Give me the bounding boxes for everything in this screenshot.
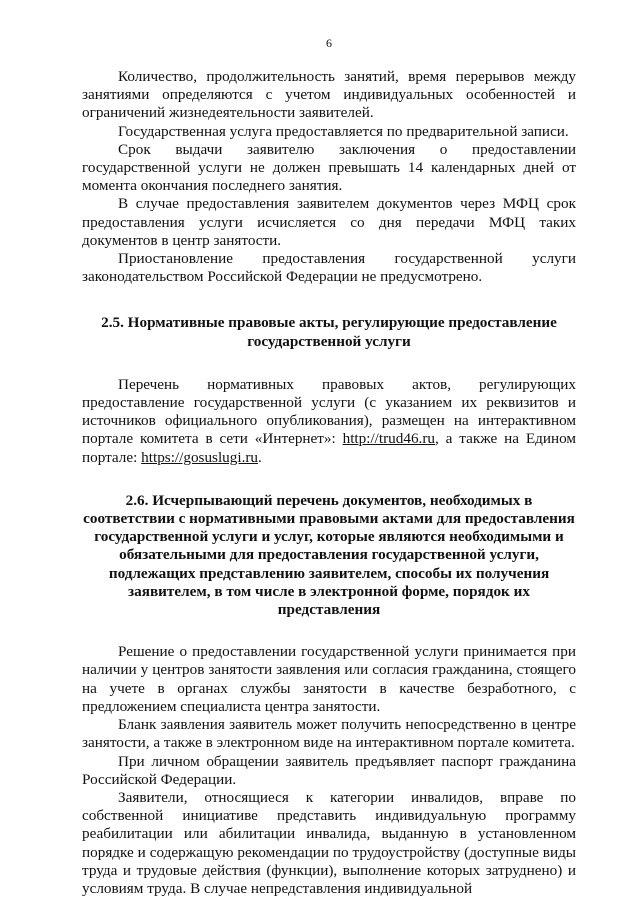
paragraph-disabled-applicants: Заявители, относящиеся к категории инвалидов, вправе по собственной инициативе представить индивидуальную программу реабилитации или абилитации инвалида, выданную в установленном порядке и содержащую рекомендации по трудоустройству (доступные виды труда и трудовые действия (функции), выполнение которых затруднено) и условиям труда. В случае непредставления индивидуальной — [82, 788, 576, 897]
trud46-link[interactable]: http://trud46.ru — [342, 430, 435, 448]
gosuslugi-link[interactable]: https://gosuslugi.ru — [141, 448, 259, 466]
paragraph-passport: При личном обращении заявитель предъявляет паспорт гражданина Российской Федерации. — [82, 752, 576, 788]
paragraph-application-form: Бланк заявления заявитель может получить непосредственно в центре занятости, а также в электронном виде на интерактивном портале комитета. — [82, 716, 576, 752]
legal-acts-text-middle: , а также на Едином портале: — [82, 430, 576, 466]
paragraph-mfc: В случае предоставления заявителем документов через МФЦ срок предоставления услуги исчисляется со дня передачи МФЦ таких документов в центр занятости. — [82, 195, 576, 249]
paragraph-suspension: Приостановление предоставления государственной услуги законодательством Российской Федерации не предусмотрено. — [82, 250, 576, 286]
legal-acts-text: Перечень нормативных правовых актов, регулирующих предоставление государственной услуги (с указанием их реквизитов и источников официального опубликования), размещен на интерактивном портале комитета в сети «Интернет»: — [82, 375, 576, 448]
section-2-6-heading: 2.6. Исчерпывающий перечень документов, необходимых в соответствии с нормативными правовыми актами для предоставления государственной услуги и услуг, которые являются необходимыми и обязательными для предоставления государственной услуги, подлежащих представлению заявителем, способы их получения заявителем, в том числе в электронной форме, порядок их представления — [83, 491, 575, 619]
page-number: 6 — [326, 36, 332, 50]
section-2-5-heading: 2.5. Нормативные правовые акты, регулирующие предоставление государственной услуги — [101, 314, 557, 350]
paragraph-sessions: Количество, продолжительность занятий, время перерывов между занятиями определяются с учетом индивидуальных особенностей и ограничений жизнедеятельности заявителей. — [82, 68, 576, 122]
paragraph-decision: Решение о предоставлении государственной услуги принимается при наличии у центров занятости заявления или согласия гражданина, стоящего на учете в органах службы занятости в качестве безработного, с предложением специалиста центра занятости. — [82, 643, 576, 715]
paragraph-legal-acts — [82, 376, 576, 467]
legal-acts-text-end: . — [258, 448, 262, 466]
paragraph-deadline: Срок выдачи заявителю заключения о предоставлении государственной услуги не должен превышать 14 календарных дней от момента окончания последнего занятия. — [82, 140, 576, 195]
paragraph-appointment: Государственная услуга предоставляется по предварительной записи. — [118, 122, 569, 140]
